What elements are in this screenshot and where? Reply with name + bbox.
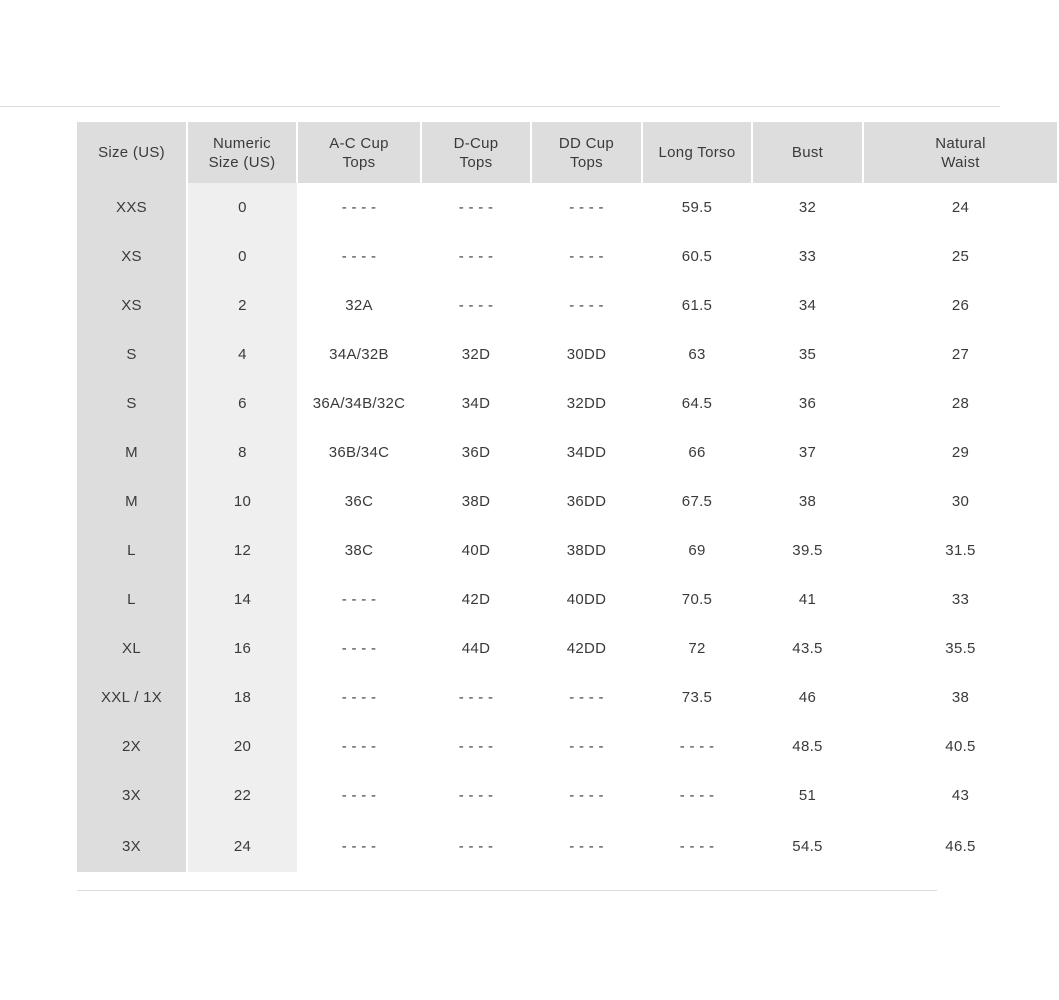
header-label-line: A-C Cup xyxy=(329,134,389,152)
header-numeric-size xyxy=(187,122,297,183)
cell-size-us: XS xyxy=(77,232,187,281)
cell-numeric-size: 6 xyxy=(187,379,297,428)
cell-bust: 39.5 xyxy=(792,542,823,559)
cell-long-torso: 66 xyxy=(688,444,706,461)
header-label-line: Long Torso xyxy=(658,144,736,161)
cell-natural-waist: 46.5 xyxy=(945,837,976,855)
cell-ac-cup: 36C xyxy=(344,493,374,510)
table-row xyxy=(77,477,1058,526)
cell-dd-cup: - - - - xyxy=(569,837,604,855)
cell-long-torso: - - - - xyxy=(679,837,715,855)
cell-natural-waist: 40.5 xyxy=(945,738,976,755)
size-chart-container[interactable] xyxy=(77,122,986,873)
cell-size-us: L xyxy=(77,526,187,575)
cell-d-cup: - - - - xyxy=(458,199,494,216)
cell-numeric-size: 4 xyxy=(187,330,297,379)
cell-bust: 51 xyxy=(798,787,817,804)
cell-long-torso: 64.5 xyxy=(681,395,713,412)
cell-bust: 48.5 xyxy=(792,738,823,755)
cell-long-torso: 60.5 xyxy=(681,248,713,265)
table-row xyxy=(77,428,1058,477)
cell-numeric-size: 0 xyxy=(187,232,297,281)
header-label-line: Waist xyxy=(941,153,980,171)
cell-numeric-size: 20 xyxy=(187,722,297,771)
cell-dd-cup: 30DD xyxy=(566,346,607,363)
header-label-line: Tops xyxy=(342,153,376,171)
cell-long-torso: 72 xyxy=(688,640,706,657)
cell-numeric-size: 8 xyxy=(187,428,297,477)
cell-ac-cup: 36B/34C xyxy=(328,444,390,461)
table-row xyxy=(77,379,1058,428)
cell-ac-cup: 36A/34B/32C xyxy=(312,395,406,412)
cell-d-cup: - - - - xyxy=(458,248,494,265)
cell-numeric-size: 18 xyxy=(187,673,297,722)
cell-ac-cup: - - - - xyxy=(341,199,377,216)
cell-natural-waist: 43 xyxy=(951,787,970,804)
cell-long-torso: - - - - xyxy=(679,738,715,755)
size-chart-table xyxy=(77,122,1059,872)
cell-dd-cup: 38DD xyxy=(566,542,607,559)
header-label-line: Tops xyxy=(570,153,603,171)
cell-natural-waist: 31.5 xyxy=(945,542,976,559)
header-dd-cup-tops xyxy=(531,122,642,183)
cell-size-us: L xyxy=(77,575,187,624)
cell-dd-cup: 36DD xyxy=(566,493,607,510)
cell-size-us: M xyxy=(77,477,187,526)
cell-size-us: 2X xyxy=(77,722,187,771)
header-long-torso xyxy=(642,122,752,183)
cell-dd-cup: 40DD xyxy=(566,591,607,608)
table-row xyxy=(77,771,1058,820)
header-label-line: Tops xyxy=(459,153,493,171)
cell-numeric-size: 0 xyxy=(187,183,297,232)
cell-natural-waist: 38 xyxy=(951,689,970,706)
header-label-line: Size (US) xyxy=(98,144,165,161)
cell-long-torso: 73.5 xyxy=(681,689,713,706)
header-label-line: Size (US) xyxy=(208,153,276,171)
cell-bust: 43.5 xyxy=(792,640,823,657)
cell-long-torso: - - - - xyxy=(679,787,715,804)
cell-bust: 41 xyxy=(798,591,817,608)
cell-d-cup: - - - - xyxy=(458,689,494,706)
cell-natural-waist: 25 xyxy=(951,248,970,265)
cell-d-cup: 40D xyxy=(461,542,491,559)
header-label-line: DD Cup xyxy=(558,134,615,152)
cell-d-cup: 42D xyxy=(461,591,491,608)
cell-bust: 37 xyxy=(798,444,817,461)
cell-size-us: S xyxy=(77,330,187,379)
cell-d-cup: 36D xyxy=(461,444,491,461)
cell-numeric-size: 16 xyxy=(187,624,297,673)
header-size-us xyxy=(77,122,187,183)
table-row xyxy=(77,330,1058,379)
cell-ac-cup: - - - - xyxy=(341,738,377,755)
cell-long-torso: 61.5 xyxy=(681,297,713,314)
cell-size-us: S xyxy=(77,379,187,428)
cell-natural-waist: 26 xyxy=(951,297,970,314)
cell-bust: 46 xyxy=(798,689,817,706)
cell-d-cup: 44D xyxy=(461,640,491,657)
cell-dd-cup: - - - - xyxy=(569,199,604,216)
cell-dd-cup: - - - - xyxy=(569,248,604,265)
header-bust xyxy=(752,122,863,183)
cell-natural-waist: 27 xyxy=(951,346,970,363)
cell-numeric-size: 14 xyxy=(187,575,297,624)
table-row xyxy=(77,624,1058,673)
table-row xyxy=(77,722,1058,771)
cell-d-cup: - - - - xyxy=(458,738,494,755)
cell-dd-cup: 32DD xyxy=(566,395,607,412)
table-row xyxy=(77,281,1058,330)
cell-ac-cup: - - - - xyxy=(341,591,377,608)
header-natural-waist xyxy=(863,122,1058,183)
cell-numeric-size: 24 xyxy=(187,820,297,872)
cell-dd-cup: - - - - xyxy=(569,738,604,755)
cell-long-torso: 69 xyxy=(688,542,706,559)
table-row xyxy=(77,673,1058,722)
cell-dd-cup: - - - - xyxy=(569,787,604,804)
table-row xyxy=(77,526,1058,575)
cell-size-us: XS xyxy=(77,281,187,330)
cell-natural-waist: 35.5 xyxy=(945,640,976,657)
cell-dd-cup: 34DD xyxy=(566,444,607,461)
cell-numeric-size: 10 xyxy=(187,477,297,526)
cell-natural-waist: 30 xyxy=(951,493,970,510)
cell-bust: 32 xyxy=(798,199,817,216)
cell-dd-cup: - - - - xyxy=(569,689,604,706)
header-d-cup-tops xyxy=(421,122,531,183)
cell-numeric-size: 22 xyxy=(187,771,297,820)
cell-dd-cup: 42DD xyxy=(566,640,607,657)
cell-size-us: 3X xyxy=(77,820,187,872)
cell-size-us: XXS xyxy=(77,183,187,232)
cell-d-cup: - - - - xyxy=(458,297,494,314)
table-body xyxy=(77,183,1058,872)
cell-bust: 35 xyxy=(798,346,817,363)
header-label-line: Bust xyxy=(791,144,824,161)
cell-bust: 34 xyxy=(798,297,817,314)
cell-ac-cup: - - - - xyxy=(341,837,377,855)
cell-numeric-size: 12 xyxy=(187,526,297,575)
cell-bust: 33 xyxy=(798,248,817,265)
cell-ac-cup: 34A/32B xyxy=(329,346,389,363)
cell-ac-cup: 32A xyxy=(345,297,373,314)
cell-long-torso: 63 xyxy=(688,346,706,363)
table-row xyxy=(77,183,1058,232)
header-label-line: D-Cup xyxy=(453,134,499,152)
header-label-line: Natural xyxy=(935,134,986,152)
cell-d-cup: - - - - xyxy=(458,787,494,804)
cell-numeric-size: 2 xyxy=(187,281,297,330)
cell-d-cup: 38D xyxy=(461,493,491,510)
cell-natural-waist: 28 xyxy=(951,395,970,412)
cell-size-us: XXL / 1X xyxy=(77,673,187,722)
cell-bust: 36 xyxy=(798,395,817,412)
cell-size-us: 3X xyxy=(77,771,187,820)
cell-ac-cup: - - - - xyxy=(341,689,377,706)
header-ac-cup-tops xyxy=(297,122,421,183)
cell-size-us: M xyxy=(77,428,187,477)
top-divider xyxy=(0,106,1000,107)
cell-ac-cup: - - - - xyxy=(341,787,377,804)
cell-size-us: XL xyxy=(77,624,187,673)
cell-bust: 38 xyxy=(798,493,817,510)
table-row xyxy=(77,820,1058,872)
cell-d-cup: - - - - xyxy=(458,837,494,855)
cell-ac-cup: - - - - xyxy=(341,640,377,657)
cell-natural-waist: 24 xyxy=(951,199,970,216)
table-row xyxy=(77,232,1058,281)
cell-long-torso: 59.5 xyxy=(681,199,713,216)
cell-long-torso: 67.5 xyxy=(681,493,713,510)
cell-dd-cup: - - - - xyxy=(569,297,604,314)
cell-d-cup: 32D xyxy=(461,346,491,363)
cell-natural-waist: 29 xyxy=(951,444,970,461)
table-row xyxy=(77,575,1058,624)
cell-bust: 54.5 xyxy=(792,837,823,855)
header-label-line: Numeric xyxy=(213,134,271,152)
table-header-row xyxy=(77,122,1058,183)
cell-natural-waist: 33 xyxy=(951,591,970,608)
cell-ac-cup: - - - - xyxy=(341,248,377,265)
cell-long-torso: 70.5 xyxy=(681,591,713,608)
cell-d-cup: 34D xyxy=(461,395,491,412)
cell-ac-cup: 38C xyxy=(344,542,374,559)
bottom-divider xyxy=(77,890,937,891)
